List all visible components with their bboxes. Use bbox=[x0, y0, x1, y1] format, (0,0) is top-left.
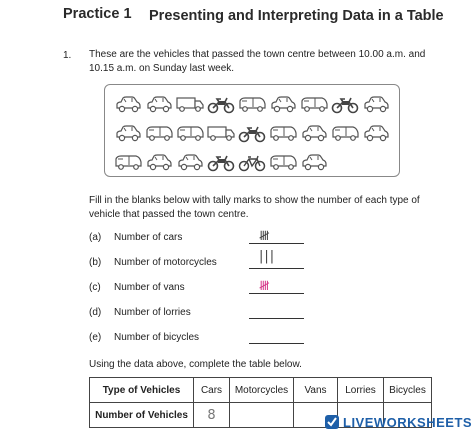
van-icon bbox=[299, 89, 329, 118]
tally-cars[interactable]: 𝍸 ||| bbox=[259, 229, 276, 264]
van-icon bbox=[268, 147, 298, 176]
table-header-row bbox=[90, 378, 432, 403]
car-icon bbox=[144, 89, 174, 118]
column-header: Bicycles bbox=[384, 378, 432, 403]
blank-letter: (c) bbox=[89, 282, 101, 293]
car-icon bbox=[299, 118, 329, 147]
van-icon bbox=[237, 89, 267, 118]
answer-line bbox=[249, 268, 304, 269]
bicycle-icon bbox=[237, 147, 267, 176]
question-number: 1. bbox=[63, 50, 72, 61]
answer-line bbox=[249, 318, 304, 319]
watermark bbox=[324, 414, 472, 430]
van-icon bbox=[144, 118, 174, 147]
answer-line bbox=[249, 343, 304, 344]
blank-label: Number of bicycles bbox=[114, 332, 200, 343]
car-icon bbox=[113, 118, 143, 147]
tally-vans[interactable]: 𝍸 bbox=[259, 279, 271, 294]
answer-line bbox=[249, 243, 304, 244]
blank-label: Number of motorcycles bbox=[114, 257, 217, 268]
blank-label: Number of vans bbox=[114, 282, 185, 293]
vehicle-picture-box bbox=[104, 84, 400, 177]
car-icon bbox=[361, 118, 391, 147]
practice-number: Practice 1 bbox=[63, 6, 132, 22]
question-text: These are the vehicles that passed the town centre between 10.00 a.m. and 10.15 a.m. on Sunday last week. bbox=[89, 49, 426, 74]
van-icon bbox=[175, 118, 205, 147]
lorry-icon bbox=[206, 118, 236, 147]
lorry-icon bbox=[175, 89, 205, 118]
car-icon bbox=[361, 89, 391, 118]
practice-title: Presenting and Interpreting Data in a Table bbox=[149, 8, 444, 24]
table-header-label: Type of Vehicles bbox=[90, 378, 194, 403]
motorcycle-icon bbox=[237, 118, 267, 147]
motorcycle-icon bbox=[206, 89, 236, 118]
column-header: Lorries bbox=[338, 378, 384, 403]
motorcycle-icon bbox=[206, 147, 236, 176]
column-header: Motorcycles bbox=[230, 378, 294, 403]
car-icon bbox=[113, 89, 143, 118]
blank-letter: (b) bbox=[89, 257, 102, 268]
liveworksheets-logo-icon bbox=[324, 414, 340, 430]
blank-letter: (d) bbox=[89, 307, 102, 318]
blank-label: Number of cars bbox=[114, 232, 183, 243]
blank-letter: (e) bbox=[89, 332, 102, 343]
car-icon bbox=[144, 147, 174, 176]
blank-label: Number of lorries bbox=[114, 307, 191, 318]
column-header: Vans bbox=[294, 378, 338, 403]
motorcycles-count-cell[interactable] bbox=[230, 403, 294, 428]
watermark-text: LIVEWORKSHEETS bbox=[343, 414, 473, 430]
table-row-label: Number of Vehicles bbox=[90, 403, 194, 428]
car-icon bbox=[268, 89, 298, 118]
cars-count-cell[interactable]: 8 bbox=[194, 403, 230, 428]
van-icon bbox=[113, 147, 143, 176]
vehicle-grid bbox=[113, 89, 391, 176]
van-icon bbox=[268, 118, 298, 147]
answer-line bbox=[249, 293, 304, 294]
blank-letter: (a) bbox=[89, 232, 102, 243]
car-icon bbox=[175, 147, 205, 176]
column-header: Cars bbox=[194, 378, 230, 403]
motorcycle-icon bbox=[330, 89, 360, 118]
table-instruction: Using the data above, complete the table below. bbox=[89, 359, 302, 370]
van-icon bbox=[330, 118, 360, 147]
car-icon bbox=[299, 147, 329, 176]
tally-instruction: Fill in the blanks below with tally marks to show the number of each type of vehicle that passed the town centre. bbox=[89, 195, 420, 220]
